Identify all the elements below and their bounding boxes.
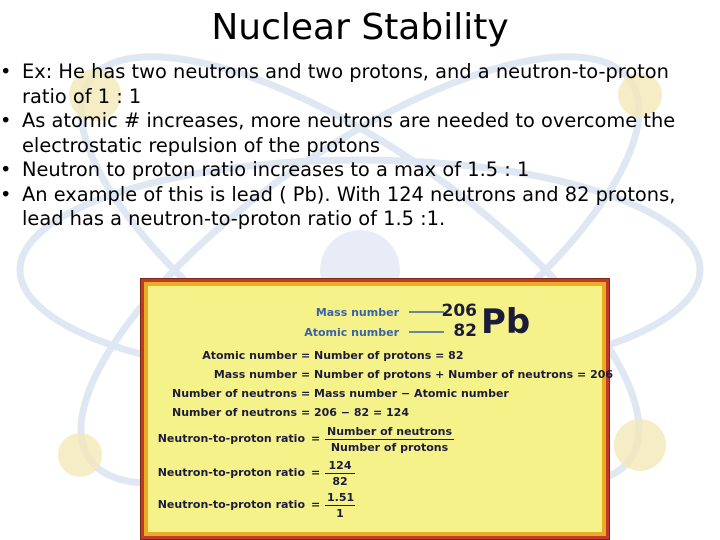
mass-number-label: Mass number xyxy=(315,306,399,319)
bullet-icon: • xyxy=(0,109,12,132)
eq1-rhs: Number of protons = 82 xyxy=(314,349,464,362)
ratio3-op: = xyxy=(311,498,321,511)
bullet-item xyxy=(0,109,712,158)
eq3-lhs: Number of neutrons xyxy=(171,387,297,400)
mass-number-value: 206 xyxy=(441,301,477,321)
eq4-rhs: 206 − 82 = 124 xyxy=(314,406,409,419)
bullet-icon: • xyxy=(0,60,12,83)
bullet-text: Neutron to proton ratio increases to a max of 1.5 : 1 xyxy=(22,158,530,181)
eq1-lhs: Atomic number xyxy=(202,349,297,362)
ratio2-label: Neutron-to-proton ratio xyxy=(157,466,305,479)
bullet-item xyxy=(0,183,712,232)
bullet-text: An example of this is lead ( Pb). With 124 neutrons and 82 protons, lead has a neutron-to-proton ratio of 1.5 :1. xyxy=(22,182,676,230)
ratio1-label: Neutron-to-proton ratio xyxy=(157,432,305,445)
ratio3-fraction xyxy=(325,491,355,520)
bullet-icon: • xyxy=(0,158,12,181)
eq4-op: = xyxy=(301,406,311,419)
element-symbol: Pb xyxy=(481,302,531,342)
ratio3-label: Neutron-to-proton ratio xyxy=(157,498,305,511)
ratio1-op: = xyxy=(311,432,321,445)
eq2-op: = xyxy=(301,368,311,381)
slide-title: Nuclear Stability xyxy=(211,7,509,48)
ratio2-numerator: 124 xyxy=(325,459,355,474)
bullet-list xyxy=(0,60,712,232)
bullet-item xyxy=(0,158,712,183)
ratio1-fraction xyxy=(325,425,454,454)
eq4-lhs: Number of neutrons xyxy=(171,406,297,419)
eq2-lhs: Mass number xyxy=(213,368,297,381)
ratio2-denominator: 82 xyxy=(332,475,348,488)
bullet-text: As atomic # increases, more neutrons are needed to overcome the electrostatic repulsion of the protons xyxy=(22,109,676,157)
atomic-number-value: 82 xyxy=(453,321,477,341)
ratio1-denominator: Number of protons xyxy=(330,441,449,454)
ratio1-numerator: Number of neutrons xyxy=(327,425,453,438)
eq2-rhs: Number of protons + Number of neutrons = 206 xyxy=(314,368,614,381)
eq3-rhs: Mass number − Atomic number xyxy=(314,387,509,400)
bullet-icon: • xyxy=(0,182,12,206)
ratio2-fraction xyxy=(325,459,355,488)
ratio3-numerator: 1.51 xyxy=(327,491,355,504)
eq1-op: = xyxy=(301,349,311,362)
ratio3-denominator: 1 xyxy=(336,507,344,520)
eq3-op: = xyxy=(301,387,311,400)
ratio2-op: = xyxy=(311,466,321,479)
bullet-text: Ex: He has two neutrons and two protons, and a neutron-to-proton ratio of 1 : 1 xyxy=(22,60,669,108)
lead-calculation-panel xyxy=(140,278,614,540)
bullet-item xyxy=(0,60,712,109)
atomic-number-label: Atomic number xyxy=(304,326,399,339)
